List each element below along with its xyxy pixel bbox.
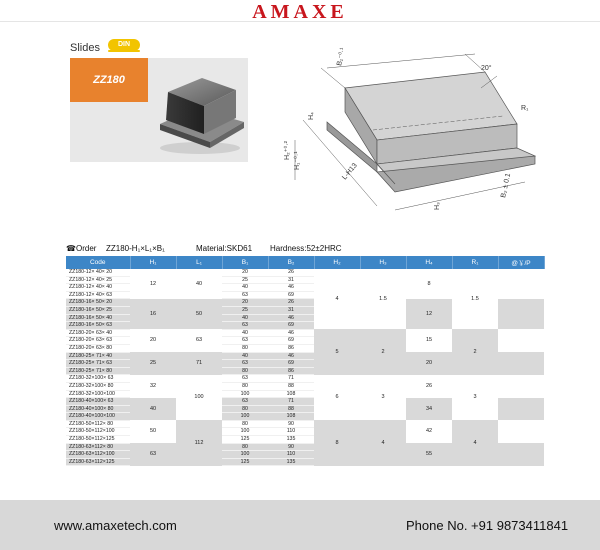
column-header: B₁ (222, 256, 268, 269)
cell-b1: 100 (222, 413, 268, 421)
cell-b2: 108 (268, 413, 314, 421)
cell-price (498, 451, 544, 459)
cell-b1: 80 (222, 443, 268, 451)
cell-b1: 25 (222, 276, 268, 284)
cell-b2: 110 (268, 451, 314, 459)
cell-price (498, 329, 544, 337)
cell-b1: 40 (222, 284, 268, 292)
technical-drawing (284, 47, 545, 220)
column-header: @￥/P (498, 256, 544, 269)
cell-h1: 32 (130, 375, 176, 398)
cell-l1: 112 (176, 420, 222, 466)
cell-h4: 15 (406, 329, 452, 352)
cell-b1: 80 (222, 405, 268, 413)
cell-code: ZZ180-16× 50× 20 (66, 299, 130, 307)
cell-b1: 80 (222, 344, 268, 352)
cell-price (498, 269, 544, 276)
cell-b2: 86 (268, 367, 314, 375)
cell-b2: 88 (268, 405, 314, 413)
dim-h3-label: H₃ (434, 202, 441, 210)
cell-b1: 25 (222, 306, 268, 314)
cell-price (498, 420, 544, 428)
cell-b1: 100 (222, 390, 268, 398)
cell-b1: 80 (222, 367, 268, 375)
table-row (66, 269, 544, 276)
cell-h4: 20 (406, 352, 452, 375)
cell-h1: 25 (130, 352, 176, 375)
cell-l1: 40 (176, 269, 222, 299)
cell-h2: 6 (314, 375, 360, 421)
section-label: Slides (70, 42, 100, 54)
cell-b2: 86 (268, 344, 314, 352)
cell-b1: 40 (222, 352, 268, 360)
cell-price (498, 299, 544, 307)
table-row (66, 329, 544, 337)
cell-price (498, 322, 544, 330)
cell-b1: 63 (222, 337, 268, 345)
order-label: Order (76, 244, 97, 253)
cell-b2: 46 (268, 284, 314, 292)
brand-logo: AMAXE (252, 1, 348, 23)
cell-b1: 125 (222, 458, 268, 466)
cell-code: ZZ180-25× 71× 63 (66, 360, 130, 368)
cell-b2: 46 (268, 352, 314, 360)
cell-code: ZZ180-16× 50× 25 (66, 306, 130, 314)
cell-code: ZZ180-16× 50× 40 (66, 314, 130, 322)
cell-b2: 108 (268, 390, 314, 398)
cell-b2: 71 (268, 398, 314, 406)
cell-b1: 40 (222, 329, 268, 337)
cell-h1: 16 (130, 299, 176, 329)
cell-b2: 135 (268, 436, 314, 444)
dim-h2-label: H₂⁺⁰·² (284, 141, 291, 160)
cell-price (498, 382, 544, 390)
cell-price (498, 352, 544, 360)
cell-b2: 88 (268, 382, 314, 390)
cell-b2: 46 (268, 329, 314, 337)
cell-l1: 71 (176, 352, 222, 375)
cell-price (498, 314, 544, 322)
slide-product-photo (152, 62, 248, 160)
column-header: H₁ (130, 256, 176, 269)
cell-b1: 63 (222, 398, 268, 406)
cell-code: ZZ180-40×100×100 (66, 413, 130, 421)
cell-h3: 2 (360, 329, 406, 375)
column-header: L₁ (176, 256, 222, 269)
cell-code: ZZ180-40×100× 63 (66, 398, 130, 406)
material-spec: Material:SKD61 (196, 244, 253, 253)
cell-b2: 26 (268, 299, 314, 307)
dim-angle-label: 20° (481, 65, 492, 72)
cell-b1: 100 (222, 428, 268, 436)
cell-code: ZZ180-32×100× 80 (66, 382, 130, 390)
cell-h3: 1.5 (360, 269, 406, 329)
cell-price (498, 458, 544, 466)
cell-price (498, 428, 544, 436)
cell-code: ZZ180-12× 40× 20 (66, 269, 130, 276)
cell-b1: 80 (222, 420, 268, 428)
cell-b1: 100 (222, 451, 268, 459)
cell-price (498, 306, 544, 314)
website-link[interactable]: www.amaxetech.com (54, 518, 177, 533)
cell-price (498, 405, 544, 413)
cell-b2: 46 (268, 314, 314, 322)
cell-price (498, 443, 544, 451)
cell-r1: 1.5 (452, 269, 498, 329)
cell-code: ZZ180-12× 40× 40 (66, 284, 130, 292)
dim-r1-label: R₁ (521, 105, 529, 112)
cell-price (498, 436, 544, 444)
cell-b1: 63 (222, 291, 268, 299)
cell-b2: 31 (268, 306, 314, 314)
cell-code: ZZ180-50×112×125 (66, 436, 130, 444)
cell-code: ZZ180-50×112× 80 (66, 420, 130, 428)
phone-icon: ☎ (66, 244, 76, 253)
cell-b2: 69 (268, 360, 314, 368)
cell-code: ZZ180-25× 71× 80 (66, 367, 130, 375)
cell-b1: 63 (222, 322, 268, 330)
spec-table (66, 256, 545, 466)
column-header: B₂ (268, 256, 314, 269)
cell-r1: 3 (452, 375, 498, 421)
cell-b1: 20 (222, 299, 268, 307)
table-row (66, 375, 544, 383)
cell-r1: 4 (452, 420, 498, 466)
cell-price (498, 398, 544, 406)
cell-code: ZZ180-63×112× 80 (66, 443, 130, 451)
cell-b2: 110 (268, 428, 314, 436)
cell-l1: 50 (176, 299, 222, 329)
dim-b2-label: B₂ ± 0.1 (500, 172, 513, 199)
column-header: R₁ (452, 256, 498, 269)
cell-code: ZZ180-40×100× 80 (66, 405, 130, 413)
table-row (66, 420, 544, 428)
cell-b2: 71 (268, 375, 314, 383)
hardness-spec: Hardness:52±2HRC (270, 244, 342, 253)
cell-code: ZZ180-32×100× 63 (66, 375, 130, 383)
cell-b2: 90 (268, 443, 314, 451)
din-badge: DIN (108, 39, 140, 51)
cell-code: ZZ180-63×112×125 (66, 458, 130, 466)
cell-h4: 42 (406, 420, 452, 443)
cell-price (498, 291, 544, 299)
product-code-tab: ZZ180 (70, 58, 148, 102)
top-bar (0, 0, 600, 22)
cell-code: ZZ180-20× 63× 80 (66, 344, 130, 352)
cell-price (498, 390, 544, 398)
cell-b2: 31 (268, 276, 314, 284)
cell-code: ZZ180-50×112×100 (66, 428, 130, 436)
cell-h1: 63 (130, 443, 176, 466)
cell-price (498, 276, 544, 284)
cell-h4: 8 (406, 269, 452, 299)
column-header: H₄ (406, 256, 452, 269)
cell-h1: 20 (130, 329, 176, 352)
spec-table-wrap (66, 256, 544, 466)
cell-r1: 2 (452, 329, 498, 375)
cell-b2: 135 (268, 458, 314, 466)
cell-h3: 3 (360, 375, 406, 421)
cell-price (498, 413, 544, 421)
dim-h4-label: H₄ (308, 112, 315, 120)
cell-h2: 4 (314, 269, 360, 329)
cell-b1: 63 (222, 375, 268, 383)
cell-h1: 50 (130, 420, 176, 443)
cell-b2: 69 (268, 322, 314, 330)
order-info (66, 244, 546, 256)
cell-code: ZZ180-20× 63× 40 (66, 329, 130, 337)
dim-b1-label: B₁⁻⁰·¹ (336, 47, 347, 67)
cell-h4: 34 (406, 398, 452, 421)
column-header: H₃ (360, 256, 406, 269)
cell-b2: 26 (268, 269, 314, 276)
cell-price (498, 367, 544, 375)
cell-price (498, 344, 544, 352)
cell-code: ZZ180-12× 40× 63 (66, 291, 130, 299)
cell-code: ZZ180-16× 50× 63 (66, 322, 130, 330)
cell-h1: 40 (130, 398, 176, 421)
cell-h4: 12 (406, 299, 452, 329)
cell-b1: 63 (222, 360, 268, 368)
dim-h1-label: H₁⁻⁰·¹ (294, 151, 301, 170)
cell-b2: 69 (268, 337, 314, 345)
dim-length-label: L-H13 (341, 162, 359, 182)
cell-code: ZZ180-12× 40× 25 (66, 276, 130, 284)
cell-code: ZZ180-63×112×100 (66, 451, 130, 459)
cell-price (498, 337, 544, 345)
cell-code: ZZ180-32×100×100 (66, 390, 130, 398)
cell-b2: 90 (268, 420, 314, 428)
table-header-row (66, 256, 544, 269)
cell-b1: 125 (222, 436, 268, 444)
cell-h2: 5 (314, 329, 360, 375)
cell-l1: 63 (176, 329, 222, 352)
din-badge-underline (108, 50, 140, 52)
cell-price (498, 375, 544, 383)
cell-code: ZZ180-20× 63× 63 (66, 337, 130, 345)
cell-price (498, 284, 544, 292)
table-body (66, 269, 544, 466)
cell-h3: 4 (360, 420, 406, 466)
cell-h1: 12 (130, 269, 176, 299)
cell-b2: 69 (268, 291, 314, 299)
cell-b1: 20 (222, 269, 268, 276)
column-header: Code (66, 256, 130, 269)
cell-h4: 26 (406, 375, 452, 398)
cell-b1: 80 (222, 382, 268, 390)
cell-h2: 8 (314, 420, 360, 466)
cell-h4: 55 (406, 443, 452, 466)
column-header: H₂ (314, 256, 360, 269)
phone-number: Phone No. +91 9873411841 (406, 518, 569, 533)
cell-l1: 100 (176, 375, 222, 421)
cell-code: ZZ180-25× 71× 40 (66, 352, 130, 360)
cell-b1: 40 (222, 314, 268, 322)
cell-price (498, 360, 544, 368)
order-pattern: ZZ180-H₁×L₁×B₁ (106, 244, 165, 253)
